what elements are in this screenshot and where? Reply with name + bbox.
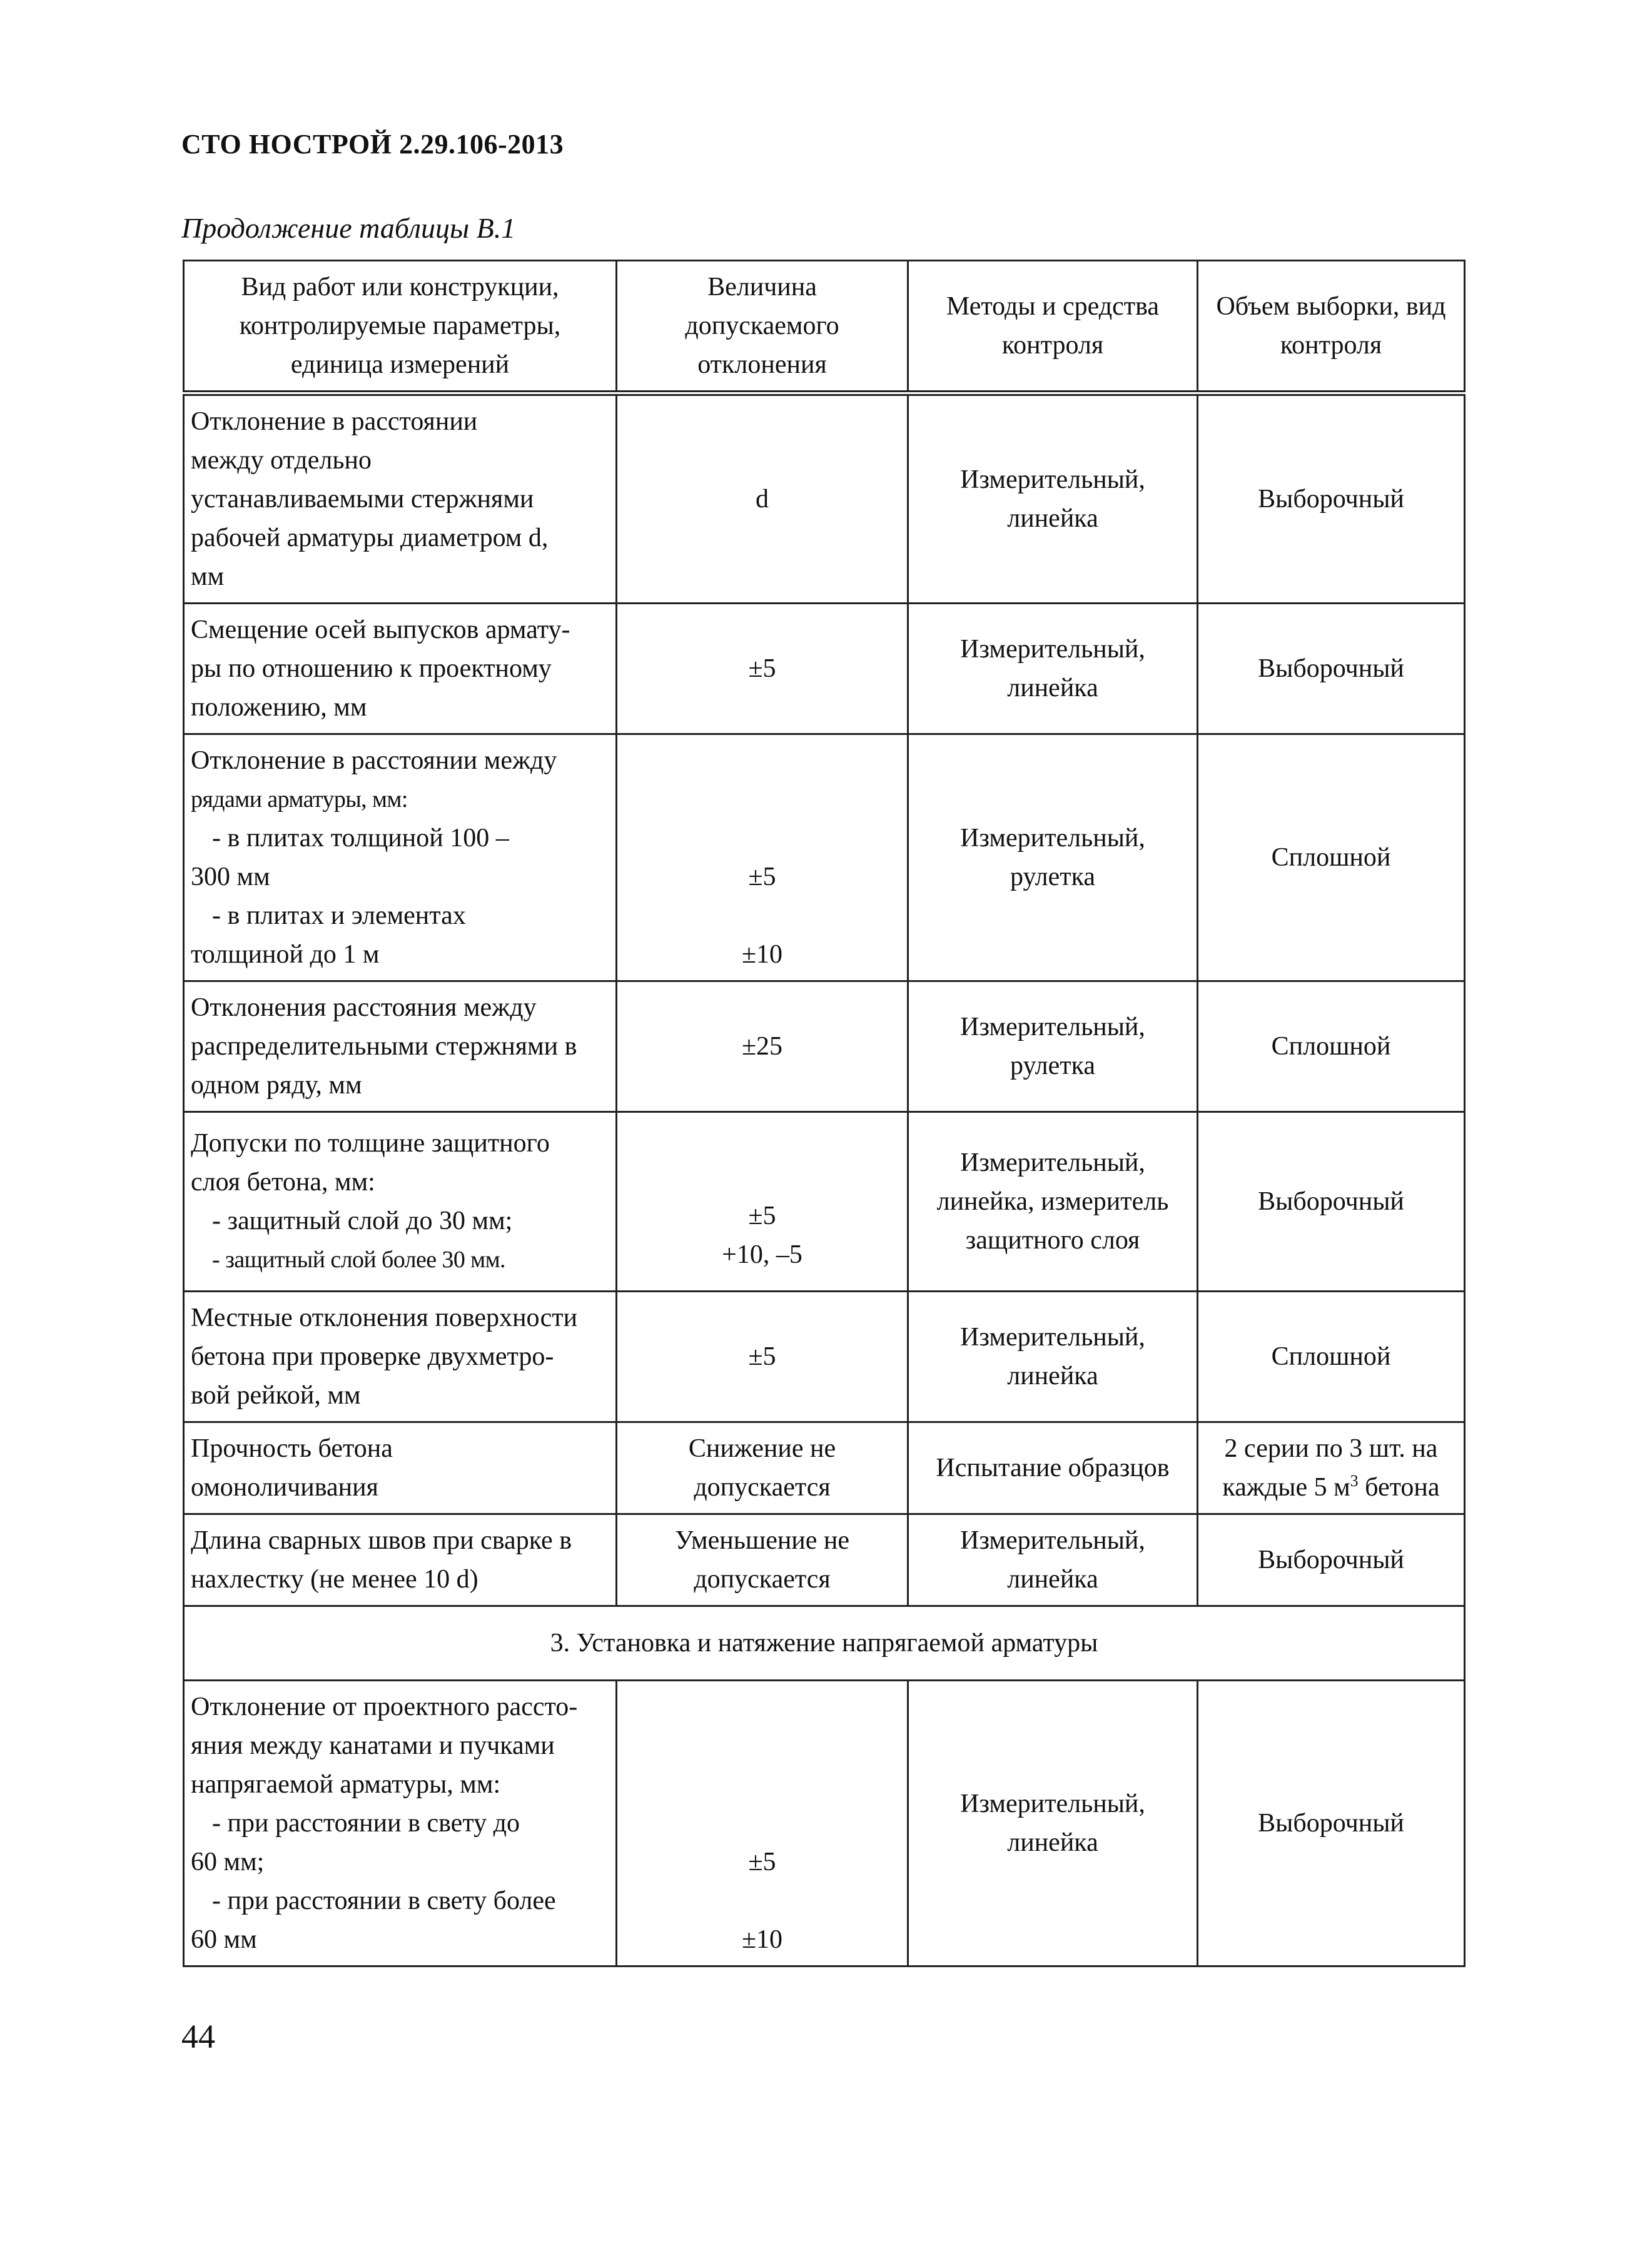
scope-cell: Выборочный	[1198, 1681, 1465, 1967]
method-cell: Измерительный, линейка	[908, 1681, 1198, 1967]
scope-cell: Сплошной	[1198, 1292, 1465, 1422]
scope-cell: Сплошной	[1198, 734, 1465, 981]
scope-cell: Сплошной	[1198, 981, 1465, 1112]
param-cell: Отклонение в расстоянии между рядами арматуры, мм: - в плитах толщиной 100 – 300 мм - в плитах и элементах толщиной до 1 м	[184, 734, 617, 981]
value-cell: Снижение не допускается	[617, 1422, 908, 1514]
header-sample-scope: Объем выборки, вид контроля	[1198, 261, 1465, 393]
header-control-methods: Методы и средства контроля	[908, 261, 1198, 393]
table-row	[184, 1422, 1465, 1514]
scope-cell: 2 серии по 3 шт. на каждые 5 $м^3$ бетона	[1198, 1422, 1465, 1514]
tolerance-table	[183, 260, 1466, 1967]
scope-cell: Выборочный	[1198, 1112, 1465, 1292]
method-cell: Измерительный, линейка	[908, 1292, 1198, 1422]
value-cell: d	[617, 393, 908, 604]
header-work-type: Вид работ или конструкции, контролируемые параметры, единица измерений	[184, 261, 617, 393]
standard-code: СТО НОСТРОЙ 2.29.106-2013	[181, 129, 564, 159]
value-cell: Уменьшение не допускается	[617, 1514, 908, 1606]
method-cell: Измерительный, линейка	[908, 1514, 1198, 1606]
section-row	[184, 1606, 1465, 1681]
method-cell: Испытание образцов	[908, 1422, 1198, 1514]
scope-cell: Выборочный	[1198, 1514, 1465, 1606]
method-cell: Измерительный, линейка	[908, 393, 1198, 604]
page-number: 44	[181, 2018, 215, 2055]
table-row	[184, 1292, 1465, 1422]
param-cell: Отклонение в расстоянии между отдельно устанавливаемыми стержнями рабочей арматуры диаметром d, мм	[184, 393, 617, 604]
value-cell: ±5 +10, –5	[617, 1112, 908, 1292]
param-cell: Прочность бетона омоноличивания	[184, 1422, 617, 1514]
param-cell: Длина сварных швов при сварке в нахлестку (не менее 10 d)	[184, 1514, 617, 1606]
table-row	[184, 734, 1465, 981]
table-caption: Продолжение таблицы В.1	[181, 212, 516, 244]
table-row	[184, 981, 1465, 1112]
scope-cell: Выборочный	[1198, 604, 1465, 734]
value-cell: ±5	[617, 1292, 908, 1422]
param-cell: Местные отклонения поверхности бетона при проверке двухметро- вой рейкой, мм	[184, 1292, 617, 1422]
table-row	[184, 1112, 1465, 1292]
param-cell: Отклонение от проектного рассто- яния между канатами и пучками напрягаемой арматуры, мм: - при расстоянии в свету до 60 мм; - при расстоянии в свету более 60 мм	[184, 1681, 617, 1967]
value-cell: ±5 ±10	[617, 734, 908, 981]
method-cell: Измерительный, рулетка	[908, 734, 1198, 981]
table-row	[184, 604, 1465, 734]
header-tolerance: Величина допускаемого отклонения	[617, 261, 908, 393]
section-title: 3. Установка и натяжение напрягаемой арматуры	[184, 1606, 1465, 1681]
param-cell: Отклонения расстояния между распределительными стержнями в одном ряду, мм	[184, 981, 617, 1112]
table-row	[184, 1514, 1465, 1606]
method-cell: Измерительный, рулетка	[908, 981, 1198, 1112]
table-row	[184, 1681, 1465, 1967]
param-cell: Смещение осей выпусков армату- ры по отношению к проектному положению, мм	[184, 604, 617, 734]
scope-cell: Выборочный	[1198, 393, 1465, 604]
value-cell: ±25	[617, 981, 908, 1112]
method-cell: Измерительный, линейка, измеритель защитного слоя	[908, 1112, 1198, 1292]
value-cell: ±5 ±10	[617, 1681, 908, 1967]
value-cell: ±5	[617, 604, 908, 734]
param-cell: Допуски по толщине защитного слоя бетона, мм: - защитный слой до 30 мм; - защитный слой более 30 мм.	[184, 1112, 617, 1292]
table-header-row	[184, 261, 1465, 393]
method-cell: Измерительный, линейка	[908, 604, 1198, 734]
table-row	[184, 393, 1465, 604]
